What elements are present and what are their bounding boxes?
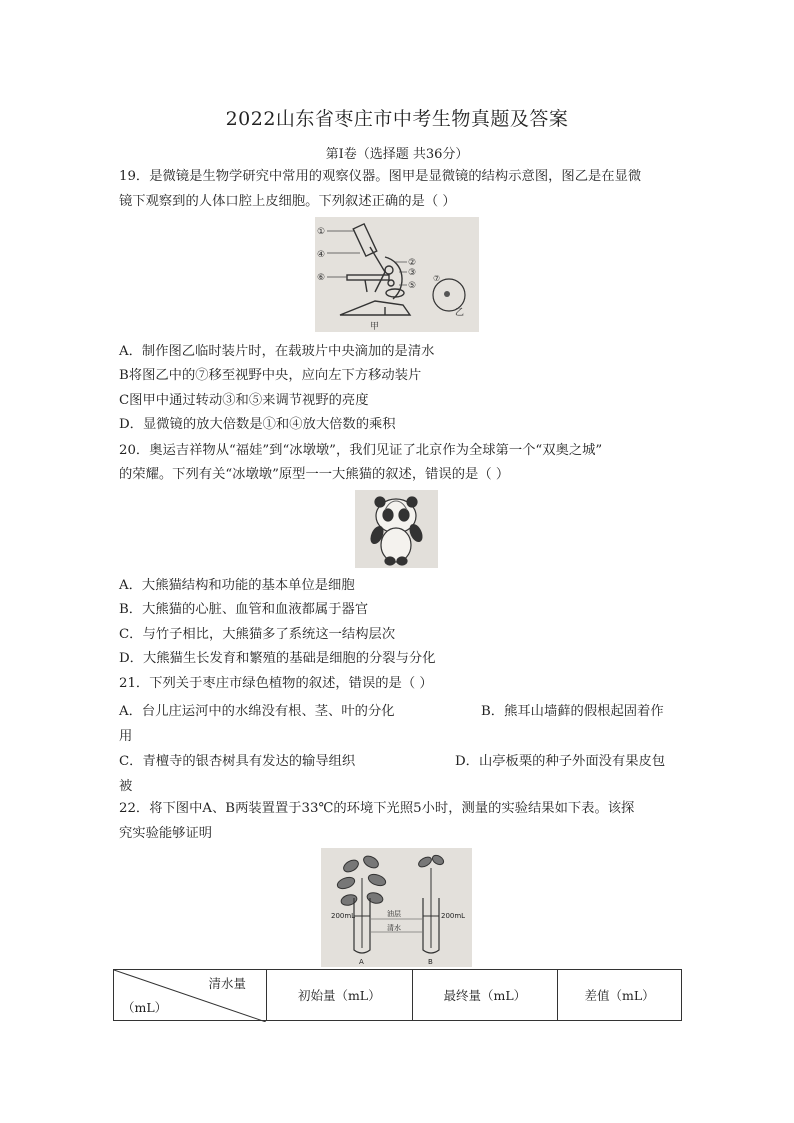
- q21-option-a: A．台儿庄运河中的水绵没有根、茎、叶的分化: [119, 704, 395, 719]
- q22-stem-line1: 22．将下图中A、B两装置置于33℃的环境下光照5小时，测量的实验结果如下表。该探: [119, 801, 635, 816]
- panda-figure: [355, 490, 438, 568]
- label-a: A: [359, 958, 364, 966]
- section-subtitle: 第Ⅰ卷（选择题 共36分）: [325, 147, 469, 162]
- label-6: ⑥: [317, 273, 326, 283]
- page-title: 2022山东省枣庄市中考生物真题及答案: [225, 108, 569, 130]
- plant-experiment-figure: [321, 848, 472, 967]
- label-1: ①: [317, 227, 326, 237]
- q21-stem: 21．下列关于枣庄市绿色植物的叙述，错误的是（ ）: [119, 676, 433, 691]
- q21-option-d: D．山亭板栗的种子外面没有果皮包: [455, 754, 666, 769]
- q21-option-d-continued: 被: [119, 779, 133, 794]
- q22-stem-line2: 究实验能够证明: [119, 826, 213, 841]
- q20-option-b: B．大熊猫的心脏、血管和血液都属于器官: [119, 602, 369, 617]
- q20-option-d: D．大熊猫生长发育和繁殖的基础是细胞的分裂与分化: [119, 651, 436, 666]
- water-label: 清水: [387, 924, 401, 932]
- q21-option-b-continued: 用: [119, 729, 133, 744]
- volume-label-b: 200mL: [441, 912, 466, 920]
- q19-option-d: D．显微镜的放大倍数是①和④放大倍数的乘积: [119, 417, 396, 432]
- q20-option-c: C．与竹子相比，大熊猫多了系统这一结构层次: [119, 627, 396, 642]
- microscope-figure: [315, 217, 479, 332]
- table-corner-cell: [114, 970, 267, 1021]
- header-final: 最终量（mL）: [412, 970, 558, 1021]
- q21-option-b: B．熊耳山墙藓的假根起固着作: [481, 704, 664, 719]
- volume-label-a: 200mL: [331, 912, 356, 920]
- label-3: ③: [408, 268, 417, 278]
- corner-bottom-label: （mL）: [122, 1000, 168, 1015]
- label-2: ②: [408, 258, 417, 268]
- label-5: ⑤: [408, 281, 417, 291]
- q20-stem-line2: 的荣耀。下列有关“冰墩墩”原型一一大熊猫的叙述，错误的是（ ）: [119, 467, 510, 482]
- label-b: B: [428, 958, 433, 966]
- q20-stem-line1: 20．奥运吉祥物从“福娃”到“冰墩墩”，我们见证了北京作为全球第一个“双奥之城”: [119, 443, 603, 458]
- cell-nucleus: [444, 291, 450, 297]
- q19-option-b: B将图乙中的⑦移至视野中央，应向左下方移动装片: [119, 368, 422, 383]
- table-header-row: [114, 970, 682, 1021]
- oil-layer-label: 油层: [387, 910, 401, 918]
- q19-stem-line2: 镜下观察到的人体口腔上皮细胞。下列叙述正确的是（ ）: [119, 194, 456, 209]
- label-4: ④: [317, 250, 326, 260]
- header-initial: 初始量（mL）: [267, 970, 413, 1021]
- label-jia: 甲: [370, 322, 380, 332]
- q19-stem-line1: 19．是微镜是生物学研究中常用的观察仪器。图甲是显微镜的结构示意图，图乙是在显微: [119, 169, 642, 184]
- label-yi: 乙: [455, 308, 465, 318]
- label-7: ⑦: [433, 274, 441, 283]
- q21-option-c: C．青檀寺的银杏树具有发达的输导组织: [119, 754, 356, 769]
- q19-option-c: C图甲中通过转动③和⑤来调节视野的亮度: [119, 393, 369, 408]
- corner-top-label: 清水量: [208, 976, 246, 991]
- result-table: [113, 969, 682, 1021]
- q19-option-a: A．制作图乙临时装片时，在载玻片中央滴加的是清水: [119, 344, 435, 359]
- header-difference: 差值（mL）: [558, 970, 682, 1021]
- q20-option-a: A．大熊猫结构和功能的基本单位是细胞: [119, 578, 355, 593]
